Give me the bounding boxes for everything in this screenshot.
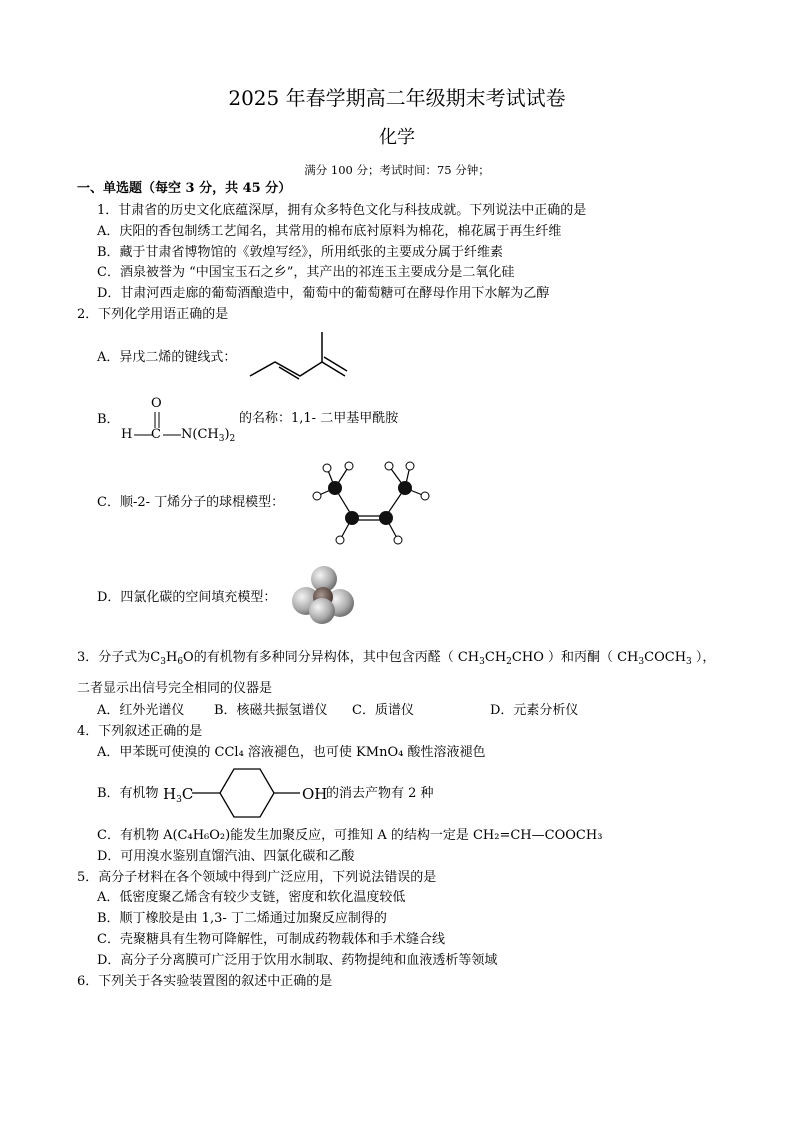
- q2-b-hydrogen: H: [121, 427, 133, 442]
- q4-option-b-pre: B．有机物: [97, 786, 159, 801]
- cn-bond: [163, 433, 183, 437]
- q1-option-c: C．酒泉被誉为 “中国宝玉石之乡”，其产出的祁连玉主要成分是二氧化硅: [97, 265, 515, 280]
- q5-option-a: A．低密度聚乙烯含有较少支链，密度和软化温度较低: [97, 890, 406, 905]
- q6-stem: 6．下列关于各实验装置图的叙述中正确的是: [77, 974, 333, 989]
- q4-option-c: C．有机物 A(C₄H₆O₂)能发生加聚反应，可推知 A 的结构一定是 CH₂=CH—COOCH₃: [97, 828, 603, 843]
- isoprene-skeletal-formula: [250, 332, 350, 382]
- q4-stem: 4．下列叙述正确的是: [77, 724, 203, 739]
- section-heading: 一、单选题（每空 3 分，共 45 分）: [77, 181, 292, 196]
- q5-option-c: C．壳聚糖具有生物可降解性，可制成药物载体和手术缝合线: [97, 932, 445, 947]
- q5-option-b: B．顺丁橡胶是由 1,3- 丁二烯通过加聚反应制得的: [97, 911, 387, 926]
- q1-option-d: D．甘肃河西走廊的葡萄酒酿造中，葡萄中的葡萄糖可在酵母作用下水解为乙醇: [97, 286, 550, 301]
- cyclohexane-ring: [192, 765, 302, 821]
- q4-b-methyl: $H_3C$: [163, 785, 194, 805]
- q3-option-a: A．红外光谱仪: [97, 703, 185, 718]
- q1-option-b: B．藏于甘肃省博物馆的《敦煌写经》，所用纸张的主要成分属于纤维素: [97, 245, 504, 260]
- q2-b-carbon: C: [151, 427, 161, 442]
- subject-title: 化学: [379, 127, 415, 148]
- q3-stem-line2: 二者显示出信号完全相同的仪器是: [77, 681, 273, 696]
- q5-option-d: D．高分子分离膜可广泛用于饮用水制取、药物提纯和血液透析等领域: [97, 953, 498, 968]
- q5-stem: 5．高分子材料在各个领域中得到广泛应用，下列说法错误的是: [77, 870, 437, 885]
- q1-option-a: A．庆阳的香包制绣工艺闻名，其常用的棉布底衬原料为棉花，棉花属于再生纤维: [97, 224, 562, 239]
- q2-option-a: A．异戊二烯的键线式：: [97, 350, 237, 365]
- exam-title: 2025 年春学期高二年级期末考试试卷: [228, 86, 566, 110]
- q3-option-c: C．质谱仪: [352, 703, 414, 718]
- q2-option-c: C．顺-2- 丁烯分子的球棍模型：: [97, 495, 285, 510]
- q2-option-b-label: B．: [97, 412, 120, 427]
- q2-option-b-text: 的名称：1,1- 二甲基甲酰胺: [239, 411, 399, 426]
- q3-stem: 3．分子式为$C_3H_6O$的有机物有多种同分异构体，其中包含丙醛（ $CH_3CH_2CHO$ ）和丙酮（ $CH_3COCH_3$ ），: [77, 650, 716, 667]
- ccl4-space-filling-model: [290, 565, 360, 625]
- q2-b-amine: $N(CH_3)_2$: [181, 427, 236, 444]
- q1-stem: 1．甘肃省的历史文化底蕴深厚，拥有众多特色文化与科技成就。下列说法中正确的是: [97, 203, 587, 218]
- exam-info: 满分 100 分；考试时间：75 分钟；: [304, 163, 490, 177]
- q2-stem: 2．下列化学用语正确的是: [77, 307, 229, 322]
- q4-b-hydroxyl: OH: [302, 785, 328, 803]
- cis-2-butene-ball-stick-model: [305, 458, 435, 546]
- q2-option-d: D．四氯化碳的空间填充模型：: [97, 590, 277, 605]
- q4-option-a: A．甲苯既可使溴的 CCl₄ 溶液褪色，也可使 KMnO₄ 酸性溶液褪色: [97, 745, 486, 760]
- q4-option-d: D．可用溴水鉴别直馏汽油、四氯化碳和乙酸: [97, 849, 355, 864]
- q3-option-d: D．元素分析仪: [490, 703, 579, 718]
- q4-option-b-post: 的消去产物有 2 种: [326, 786, 434, 801]
- q2-b-oxygen: O: [151, 396, 162, 411]
- q3-option-b: B．核磁共振氢谱仪: [214, 703, 328, 718]
